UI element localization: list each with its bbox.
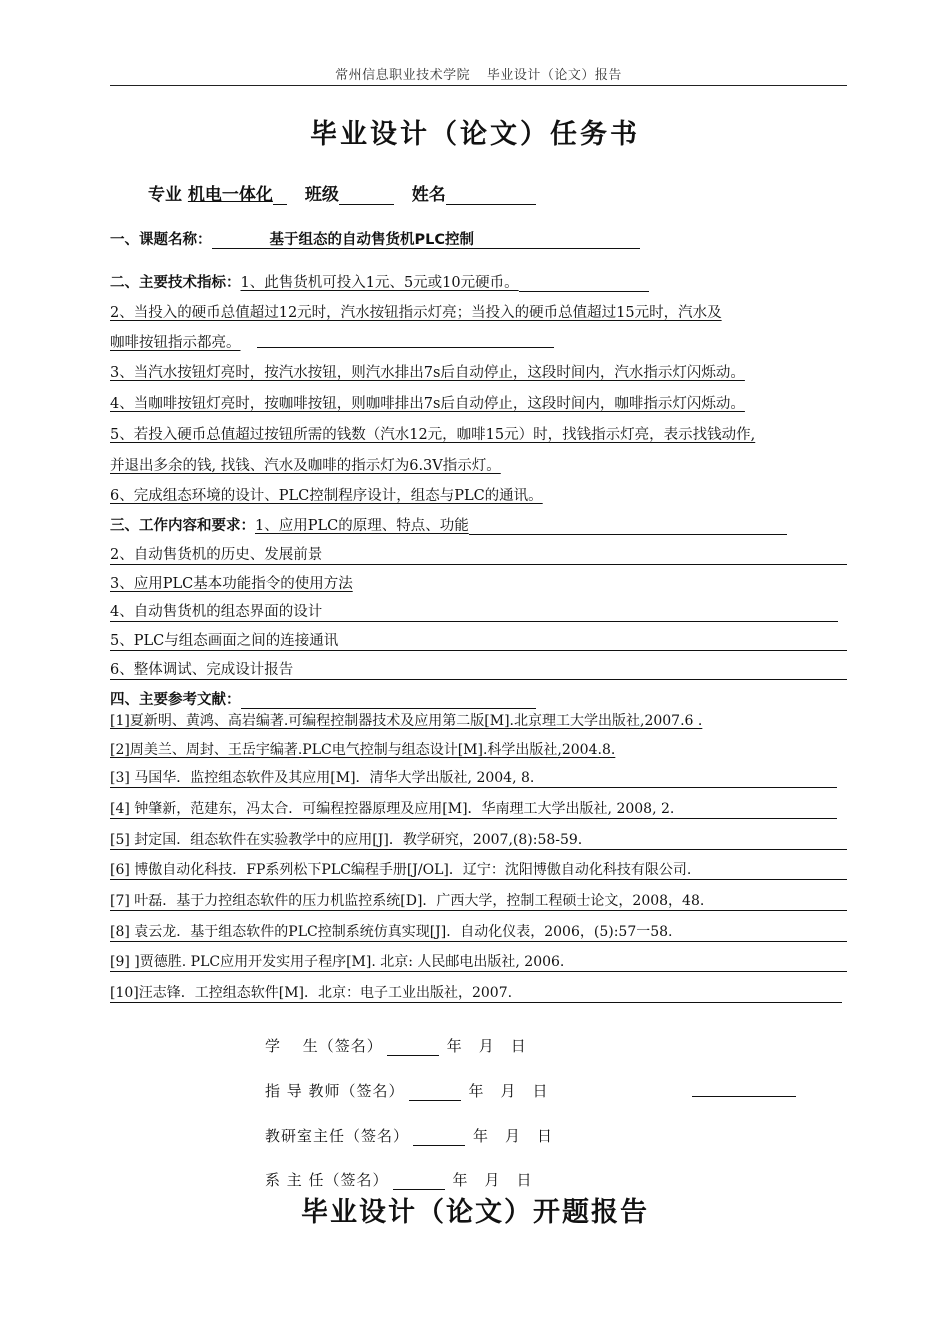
advisor-signature: 指 导 教师（签名） 年 月 日 — [265, 1082, 549, 1100]
ref-item: [10]汪志锋．工控组态软件[M]．北京：电子工业出版社，2007. — [110, 982, 842, 1003]
refs-section — [110, 688, 536, 709]
specs-label: 二、主要技术指标： — [110, 275, 241, 291]
section-title-opening-report: 毕业设计（论文）开题报告 — [301, 1197, 649, 1228]
header-doc: 毕业设计（论文）报告 — [486, 68, 622, 83]
director-signature: 教研室主任（签名） 年 月 日 — [265, 1127, 554, 1145]
advisor-extra-line — [692, 1096, 796, 1097]
spec-item: 4、当咖啡按钮灯亮时，按咖啡按钮，则咖啡排出7s后自动停止，这段时间内，咖啡指示灯闪烁动。 — [110, 396, 745, 412]
major-label: 专业 — [148, 185, 182, 205]
work-item: 4、自动售货机的组态界面的设计 — [110, 600, 838, 622]
name-blank — [446, 187, 536, 205]
page-header — [110, 64, 847, 86]
spec-item: 6、完成组态环境的设计、PLC控制程序设计，组态与PLC的通讯。 — [110, 488, 543, 504]
major-value: 机电一体化 — [187, 185, 273, 205]
class-label: 班级 — [304, 185, 339, 205]
spec-item: 1、此售货机可投入1元、5元或10元硬币。 — [240, 275, 519, 291]
work-item: 2、自动售货机的历史、发展前景 — [110, 543, 847, 565]
dept-signature: 系 主 任（签名） 年 月 日 — [265, 1171, 533, 1189]
spec-item: 2、当投入的硬币总值超过12元时，汽水按钮指示灯亮；当投入的硬币总值超过15元时，汽水及 — [110, 305, 722, 321]
page-title: 毕业设计（论文）任务书 — [310, 119, 640, 150]
ref-item: [1]夏新明、黄鸿、高岩编著.可编程控制器技术及应用第二版[M].北京理工大学出版社,2007.6 . — [110, 713, 703, 729]
ref-item: [6] 博傲自动化科技．FP系列松下PLC编程手册[J/OL]．辽宁：沈阳博傲自动化科技有限公司. — [110, 859, 847, 880]
work-item: 5、PLC与组态画面之间的连接通讯 — [110, 629, 847, 651]
topic-section — [110, 228, 640, 249]
work-item: 1、应用PLC的原理、特点、功能 — [255, 518, 469, 534]
spec-item: 咖啡按钮指示都亮。 — [110, 335, 241, 351]
refs-label: 四、主要参考文献： — [110, 692, 241, 708]
specs-section — [110, 271, 649, 292]
ref-item: [4] 钟肇新，范建东，冯太合．可编程控器原理及应用[M]．华南理工大学出版社, 2008, 2. — [110, 798, 837, 819]
ref-item: [8] 袁云龙．基于组态软件的PLC控制系统仿真实现[J]．自动化仪表，2006，(5):57一58. — [110, 921, 847, 942]
ref-item: [9] ]贾德胜. PLC应用开发实用子程序[M]. 北京: 人民邮电出版社, 2006. — [110, 951, 847, 972]
work-section — [110, 514, 787, 535]
work-label: 三、工作内容和要求： — [110, 518, 255, 534]
work-item: 3、应用PLC基本功能指令的使用方法 — [110, 576, 353, 592]
spec-item: 并退出多余的钱, 找钱、汽水及咖啡的指示灯为6.3V指示灯。 — [110, 458, 501, 474]
spec-item: 3、当汽水按钮灯亮时，按汽水按钮，则汽水排出7s后自动停止，这段时间内，汽水指示灯闪烁动。 — [110, 365, 745, 381]
student-meta — [148, 180, 536, 205]
ref-item: [5] 封定国．组态软件在实验教学中的应用[J]．教学研究，2007,(8):58-59. — [110, 829, 847, 850]
ref-item: [7] 叶磊．基于力控组态软件的压力机监控系统[D]．广西大学，控制工程硕士论文，2008，48. — [110, 890, 847, 911]
work-item: 6、整体调试、完成设计报告 — [110, 658, 847, 680]
name-label: 姓名 — [411, 185, 446, 205]
spec-fill-line — [257, 347, 554, 348]
class-blank — [339, 187, 394, 205]
header-school: 常州信息职业技术学院 — [335, 68, 471, 83]
student-signature: 学 生（签名） 年 月 日 — [265, 1037, 527, 1055]
ref-item: [3] 马国华．监控组态软件及其应用[M]．清华大学出版社, 2004, 8. — [110, 767, 837, 788]
ref-item: [2]周美兰、周封、王岳宇编著.PLC电气控制与组态设计[M].科学出版社,2004.8. — [110, 742, 616, 758]
spec-item: 5、若投入硬币总值超过按钮所需的钱数（汽水12元，咖啡15元）时，找钱指示灯亮，表示找钱动作, — [110, 427, 756, 443]
topic-label: 一、课题名称： — [110, 232, 212, 248]
topic-value: 基于组态的自动售货机PLC控制 — [269, 232, 475, 248]
